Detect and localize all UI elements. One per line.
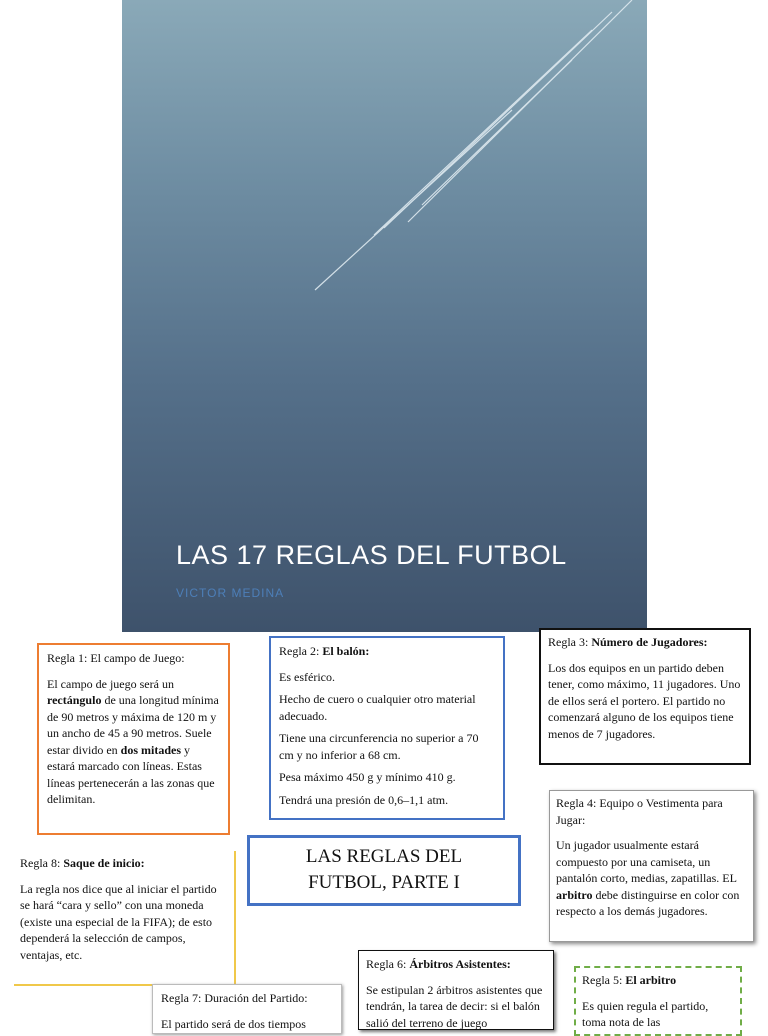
rule-7-box [152, 984, 342, 1034]
rule-1-text: El campo de juego será un rectángulo de una longitud mínima de 90 metros y máxima de 120 m y un ancho de 45 a 90 metros. Suele estar divido en dos mitades y estará marcado con líneas. Estas líneas pertenecerán a las zonas que delimitan. [47, 676, 219, 806]
cover-panel [122, 0, 647, 632]
rule-2-text-5: Tendrá una presión de 0,6–1,1 atm. [279, 792, 449, 807]
cover-decoration [122, 0, 647, 632]
rule-3-box [539, 628, 751, 765]
rule-8-box [14, 851, 236, 986]
section-title-line-1: LAS REGLAS DEL [305, 846, 463, 867]
rule-4-box [549, 790, 754, 942]
rule-5-heading: Regla 5: El arbitro [582, 973, 677, 987]
section-title-box [247, 835, 521, 906]
rule-3-text: Los dos equipos en un partido deben tener, como máximo, 11 jugadores. Uno de ellos será el portero. El partido no comenzará alguno de los equipos tiene menos de 7 jugadores. [548, 660, 741, 741]
rule-2-text-4: Pesa máximo 450 g y mínimo 410 g. [279, 770, 456, 784]
rule-5-box [574, 966, 742, 1036]
rule-4-text: Un jugador usualmente estará compuesto por una camiseta, un pantalón corto, medias, zapatillas. EL arbitro debe distinguirse en color con respecto a los demás jugadores. [556, 838, 740, 918]
section-title-line-2: FUTBOL, PARTE I [308, 872, 460, 893]
rule-8-text: La regla nos dice que al iniciar el partido se hará “cara y sello” con una moneda (existe una especial de la FIFA); de esto dependerá la selección de campos, ventajas, etc. [20, 881, 217, 962]
rule-2-heading: Regla 2: El balón: [279, 644, 370, 658]
document-title: LAS 17 REGLAS DEL FUTBOL [176, 540, 567, 570]
rule-5-text: Es quien regula el partido, toma nota de las [582, 998, 709, 1029]
rule-6-text: Se estipulan 2 árbitros asistentes que tendrán, la tarea de decir: si el balón salió del terreno de juego [366, 982, 543, 1030]
rule-2-text-3: Tiene una circunferencia no superior a 70 cm y no inferior a 68 cm. [279, 731, 479, 762]
rule-2-text-2: Hecho de cuero o cualquier otro material adecuado. [279, 692, 476, 723]
rule-7-text: El partido será de dos tiempos [161, 1016, 306, 1031]
rule-8-heading: Regla 8: Saque de inicio: [20, 856, 145, 870]
rule-2-text-1: Es esférico. [279, 669, 335, 684]
rule-3-heading: Regla 3: Número de Jugadores: [548, 635, 708, 649]
rule-1-box [37, 643, 230, 835]
document-author: VICTOR MEDINA [176, 586, 285, 600]
rule-7-heading: Regla 7: Duración del Partido: [161, 991, 308, 1005]
rule-4-heading: Regla 4: Equipo o Vestimenta para Jugar: [556, 796, 723, 827]
rule-2-box [269, 636, 505, 820]
rule-6-heading: Regla 6: Árbitros Asistentes: [366, 957, 511, 971]
rule-1-heading: Regla 1: El campo de Juego: [47, 651, 185, 665]
rule-6-box [358, 950, 554, 1030]
